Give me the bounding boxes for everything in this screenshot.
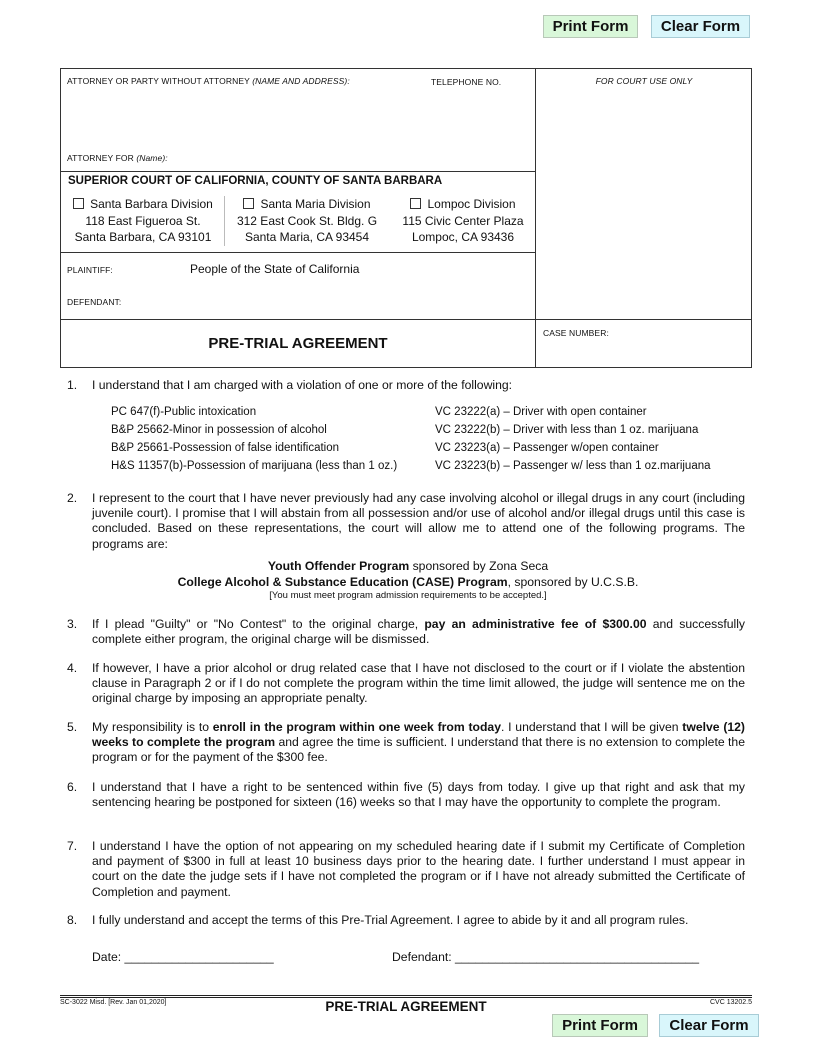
paragraph-6 <box>67 780 745 810</box>
paragraph-number: 5. <box>67 720 78 734</box>
charge-item: B&P 25662-Minor in possession of alcohol <box>111 424 327 436</box>
division-city: Santa Barbara, CA 93101 <box>74 230 212 244</box>
paragraph-text: I fully understand and accept the terms of this Pre-Trial Agreement. I agree to abide by it and all program rules. <box>92 913 689 927</box>
division-address: 118 East Figueroa St. <box>85 213 201 228</box>
programs-list <box>60 559 756 602</box>
division-name: Lompoc Division <box>427 197 516 211</box>
paragraph-7 <box>67 839 745 900</box>
paragraph-text: I understand that I have a right to be sentenced within five (5) days from today. I give up that right and ask that my sentencing hearing be postponed for sixteen (16) weeks so that I may have the opportunity to complete the program. <box>92 780 745 810</box>
charge-item: VC 23222(b) – Driver with less than 1 oz. marijuana <box>435 424 699 436</box>
attorney-name-address-field[interactable] <box>64 90 532 148</box>
division-name: Santa Maria Division <box>260 197 371 211</box>
paragraph-text: If however, I have a prior alcohol or drug related case that I have not disclosed to the court or if I violate the abstention clause in Paragraph 2 or if I do not complete the program within the time limit allowed, the judge will sentence me on the original charge by imposing an appropriate penalty. <box>92 661 745 706</box>
divider <box>535 68 536 368</box>
date-line[interactable]: ______________________ <box>124 950 274 964</box>
statute-code: CVC 13202.5 <box>709 999 752 1006</box>
paragraph-number: 8. <box>67 913 78 927</box>
divider <box>60 171 536 172</box>
court-use-label: FOR COURT USE ONLY <box>595 76 693 86</box>
division-address: 115 Civic Center Plaza <box>402 213 524 228</box>
lompoc-checkbox[interactable] <box>410 198 421 209</box>
paragraph-number: 1. <box>67 378 78 392</box>
date-field[interactable] <box>92 950 274 964</box>
paragraph-text: My responsibility is to enroll in the program within one week from today. I understand that I will be given twelve (12) weeks to complete the program and agree the time is sufficient. I understand that there is no extension to complete the program or for the payment of the $300 fee. <box>92 720 745 765</box>
divider <box>60 319 752 320</box>
division-city: Lompoc, CA 93436 <box>411 230 515 244</box>
page-title: PRE-TRIAL AGREEMENT <box>208 335 388 352</box>
defendant-signature-line[interactable]: ____________________________________ <box>455 950 700 964</box>
division-santa-barbara <box>64 196 222 246</box>
print-form-button-bottom[interactable]: Print Form <box>552 1014 648 1037</box>
print-form-button[interactable]: Print Form <box>543 15 638 38</box>
plaintiff-label: PLAINTIFF: <box>67 265 113 275</box>
clear-form-button-bottom[interactable]: Clear Form <box>659 1014 759 1037</box>
charge-item: VC 23222(a) – Driver with open container <box>435 406 647 418</box>
attorney-for-label: ATTORNEY FOR (Name): <box>67 153 168 163</box>
charge-item: VC 23223(a) – Passenger w/open container <box>435 442 659 454</box>
santa-barbara-checkbox[interactable] <box>73 198 84 209</box>
divider <box>60 252 536 253</box>
defendant-signature-field[interactable] <box>392 950 699 964</box>
charge-item: H&S 11357(b)-Possession of marijuana (less than 1 oz.) <box>111 460 398 472</box>
date-label: Date: <box>92 950 122 964</box>
santa-maria-checkbox[interactable] <box>243 198 254 209</box>
division-address: 312 East Cook St. Bldg. G <box>236 213 378 228</box>
program-note: [You must meet program admission requirements to be accepted.] <box>269 590 547 601</box>
footer-title: PRE-TRIAL AGREEMENT <box>325 999 487 1014</box>
charge-item: VC 23223(b) – Passenger w/ less than 1 oz.marijuana <box>435 460 711 472</box>
paragraph-number: 6. <box>67 780 78 794</box>
charges-right-list <box>435 403 711 475</box>
footer-rule <box>60 995 752 996</box>
divider <box>224 196 225 246</box>
court-name: SUPERIOR COURT OF CALIFORNIA, COUNTY OF SANTA BARBARA <box>68 175 443 187</box>
paragraph-number: 7. <box>67 839 78 853</box>
paragraph-number: 4. <box>67 661 78 675</box>
case-number-field[interactable] <box>540 340 748 364</box>
paragraph-text: If I plead "Guilty" or "No Contest" to the original charge, pay an administrative fee of $300.00 and successfully complete either program, the original charge will be dismissed. <box>92 617 745 647</box>
paragraph-5 <box>67 720 745 766</box>
form-id: SC-3022 Misd. [Rev. Jan 01,2020] <box>60 999 167 1006</box>
paragraph-text: I represent to the court that I have never previously had any case involving alcohol or illegal drugs in any court (including juvenile court). I promise that I will abstain from all possession and/or use of alcohol and/or illegal drugs until this case is concluded. Based on these representations, the court will allow me to attend one of the following programs. The programs are: <box>92 491 745 551</box>
paragraph-text: I understand I have the option of not appearing on my scheduled hearing date if I submit my Certificate of Completion and payment of $300 in full at least 10 business days prior to the hearing date. I further understand I must appear in court on the date the judge sets if I have not completed the program or if I have not already submitted the Certificate of Completion and payment. <box>92 839 745 899</box>
clear-form-button[interactable]: Clear Form <box>651 15 750 38</box>
plaintiff-value: People of the State of California <box>190 262 360 276</box>
case-number-label: CASE NUMBER: <box>543 328 609 338</box>
program-youth-offender: Youth Offender Program sponsored by Zona Seca <box>267 559 549 573</box>
paragraph-4 <box>67 661 745 707</box>
defendant-label: DEFENDANT: <box>67 297 122 307</box>
division-santa-maria <box>229 196 385 246</box>
charge-item: B&P 25661-Possession of false identification <box>111 442 340 454</box>
telephone-label: TELEPHONE NO. <box>431 77 502 87</box>
division-city: Santa Maria, CA 93454 <box>244 230 370 244</box>
paragraph-text: I understand that I am charged with a violation of one or more of the following: <box>92 378 513 392</box>
defendant-field[interactable] <box>140 290 530 312</box>
division-name: Santa Barbara Division <box>90 197 213 211</box>
paragraph-3 <box>67 617 745 647</box>
division-lompoc <box>392 196 534 246</box>
paragraph-1 <box>67 378 745 393</box>
program-case: College Alcohol & Substance Education (CASE) Program, sponsored by U.C.S.B. <box>177 574 639 589</box>
attorney-label: ATTORNEY OR PARTY WITHOUT ATTORNEY (NAME AND ADDRESS): <box>67 76 350 86</box>
charge-item: PC 647(f)-Public intoxication <box>111 406 257 418</box>
paragraph-8 <box>67 913 745 928</box>
paragraph-number: 2. <box>67 491 78 505</box>
paragraph-number: 3. <box>67 617 78 631</box>
charges-left-list <box>111 403 397 475</box>
defendant-signature-label: Defendant: <box>392 950 452 964</box>
paragraph-2 <box>67 491 745 552</box>
footer-rule <box>60 997 752 998</box>
